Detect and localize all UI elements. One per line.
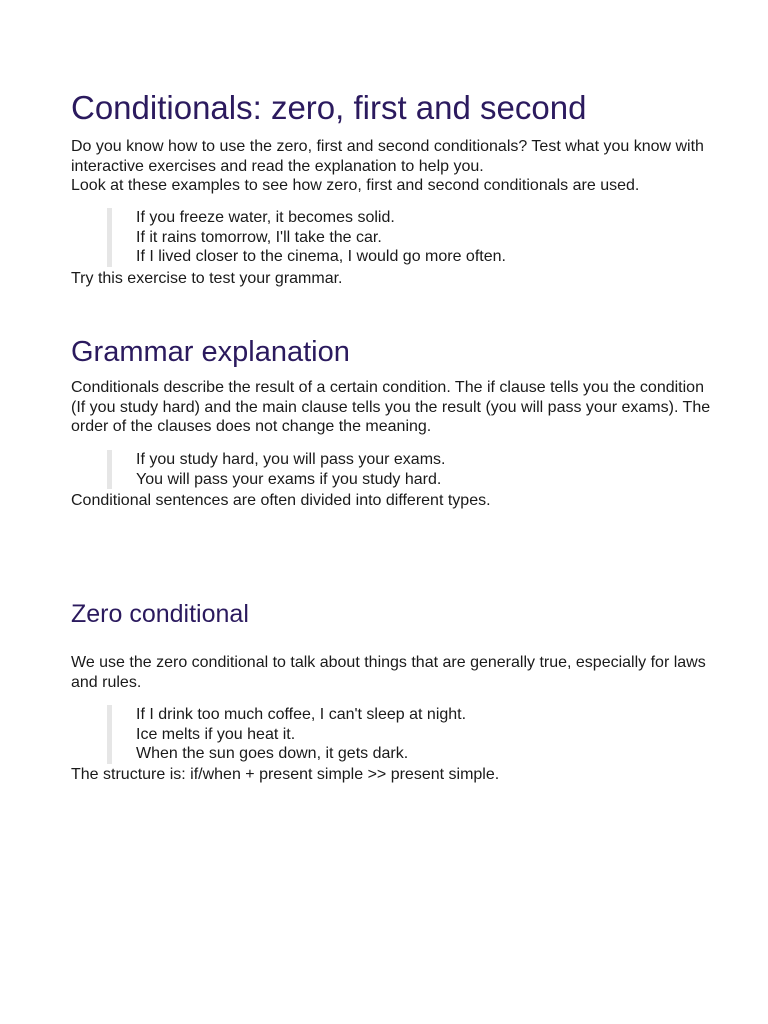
structure-line: The structure is: if/when + present simple >> present simple. [71,766,500,783]
try-exercise-line: Try this exercise to test your grammar. [71,270,343,287]
grammar-text: Conditionals describe the result of a certain condition. The if clause tells you the condition (If you study hard) and the main clause tells you the result (you will pass your exams). The order of the clauses does not change the meaning. [71,379,711,435]
grammar-paragraph [71,378,711,437]
example-line: If you study hard, you will pass your exams. [136,451,446,468]
intro-line-2: Look at these examples to see how zero, first and second conditionals are used. [71,177,640,194]
try-exercise-text [71,269,711,289]
intro-paragraph [71,137,711,196]
grammar-explanation-heading: Grammar explanation [71,336,350,368]
examples-blockquote [107,208,506,267]
grammar-examples-blockquote [107,450,445,489]
example-line: If I lived closer to the cinema, I would go more often. [136,248,506,265]
structure-text [71,765,711,785]
zero-text: We use the zero conditional to talk about things that are generally true, especially for laws and rules. [71,654,706,691]
example-line: When the sun goes down, it gets dark. [136,745,409,762]
page-title: Conditionals: zero, first and second [71,89,587,126]
zero-conditional-heading: Zero conditional [71,600,249,628]
zero-examples-blockquote [107,705,466,764]
conditional-types-line: Conditional sentences are often divided into different types. [71,492,491,509]
example-line: You will pass your exams if you study hard. [136,470,442,488]
conditional-types-text [71,491,711,511]
example-line: If I drink too much coffee, I can't sleep at night. [136,706,467,723]
example-line: If it rains tomorrow, I'll take the car. [136,228,382,246]
example-line: If you freeze water, it becomes solid. [136,209,395,226]
zero-paragraph [71,653,711,692]
example-line: Ice melts if you heat it. [136,725,296,743]
intro-line-1: Do you know how to use the zero, first and second conditionals? Test what you know with interactive exercises and read the explanation to help you. [71,138,704,175]
